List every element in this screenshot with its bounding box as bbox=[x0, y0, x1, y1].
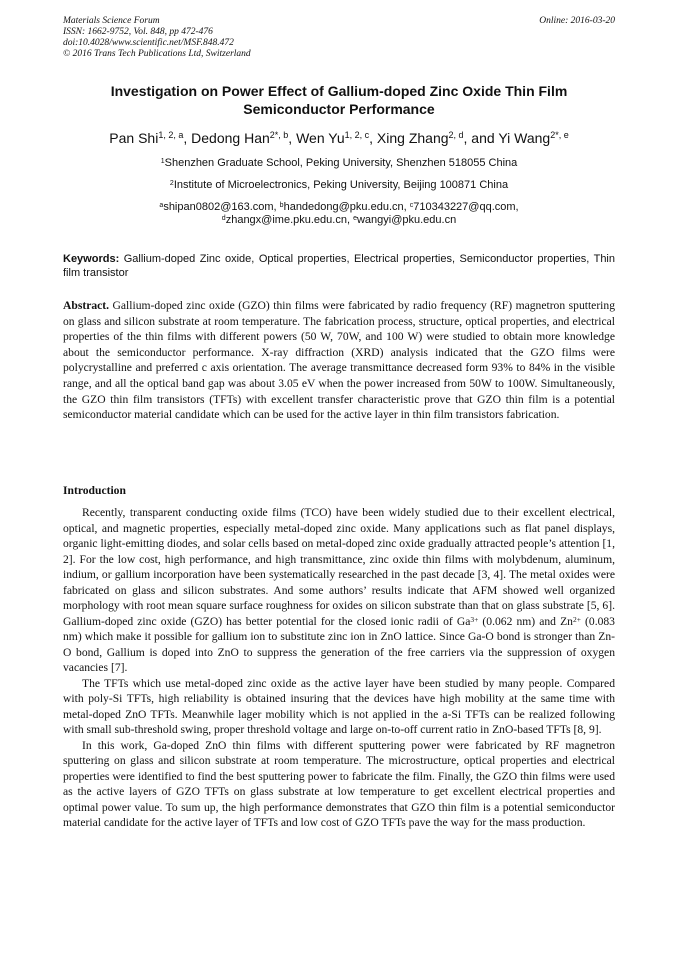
email-address[interactable]: shipan0802@163.com, bbox=[163, 201, 280, 213]
journal-header bbox=[63, 16, 615, 60]
author-name: Yi Wang bbox=[498, 130, 551, 146]
paragraph-text: (0.083 nm) which make it possible for gallium ion to substitute zinc ion in ZnO lattice. Since Ga-O bond is stronger than Zn-O bond, Gallium is doped into ZnO to suppress the generation of the free carriers via the suppression of oxygen vacancies [7]. bbox=[63, 614, 615, 674]
author-separator: , and bbox=[463, 130, 499, 146]
keywords-label: Keywords: bbox=[63, 253, 120, 265]
affiliation-mark: 2 bbox=[169, 180, 174, 187]
journal-copyright: © 2016 Trans Tech Publications Ltd, Switzerland bbox=[63, 49, 251, 59]
section-heading-introduction: Introduction bbox=[63, 484, 126, 497]
email-mark: a bbox=[159, 202, 164, 209]
paragraph-text: Recently, transparent conducting oxide films (TCO) have been widely studied due to their excellent electrical, optical, and magnetic properties, especially metal-doped zinc oxide. Many applications such as flat panel displays, organic light-emitting diodes, and solar cells based on metal-doped zinc oxide gradually attracted people’s attention [1, 2]. For the low cost, high performance, and high transmittance, zinc oxide thin films with molybdenum, aluminum, indium, or gallium incorporation have been systematically researched in the past decade [3, 4]. The metal oxides were fabricated on glass and silicon substrates. And some authors’ results indicate that AFM showed well organized morphology with root mean square surface roughness for oxides on silicon substrate than that on glass substrate [5, 6]. Gallium-doped zinc oxide (GZO) has better potential for the closed ionic radii of Ga bbox=[63, 506, 615, 628]
abstract bbox=[63, 298, 615, 423]
journal-doi: doi:10.4028/www.scientific.net/MSF.848.472 bbox=[63, 38, 234, 48]
author-separator: , bbox=[288, 130, 297, 146]
keywords-text: Gallium-doped Zinc oxide, Optical properties, Electrical properties, Semiconductor properties, Thin film transistor bbox=[63, 253, 615, 279]
ion-charge: 3+ bbox=[470, 614, 479, 624]
email-mark: c bbox=[409, 202, 414, 209]
author-affiliation-mark: 2*, b bbox=[269, 130, 289, 140]
journal-name: Materials Science Forum bbox=[63, 16, 160, 26]
journal-info bbox=[63, 16, 251, 60]
affiliation-text: Institute of Microelectronics, Peking University, Beijing 100871 China bbox=[173, 179, 509, 191]
affiliation-text: Shenzhen Graduate School, Peking University, Shenzhen 518055 China bbox=[164, 157, 518, 169]
keywords bbox=[63, 252, 615, 280]
paper-title: Investigation on Power Effect of Gallium-doped Zinc Oxide Thin Film Semiconductor Performance bbox=[110, 83, 568, 117]
email-line-1 bbox=[63, 201, 615, 214]
abstract-label: Abstract. bbox=[63, 299, 110, 312]
email-mark: b bbox=[279, 202, 284, 209]
author-list bbox=[63, 128, 615, 148]
author-separator: , bbox=[183, 130, 192, 146]
paragraph-text: (0.062 nm) and Zn bbox=[478, 614, 573, 628]
author-name: Pan Shi bbox=[109, 130, 159, 146]
email-line-2 bbox=[63, 214, 615, 227]
online-date: Online: 2016-03-20 bbox=[539, 16, 615, 26]
email-mark: d bbox=[221, 215, 226, 222]
author-affiliation-mark: 2*, e bbox=[550, 130, 569, 140]
paragraph: In this work, Ga-doped ZnO thin films with different sputtering power were fabricated by RF magnetron sputtering on glass and silicon substrate at room temperature. The microstructure, optical properties and electrical properties were identified to find the best sputtering power to fabricate the film. Finally, the GZO thin films were used as the active layers of GZO TFTs on glass substrate at low temperature to get excellent electrical properties and optimal power value. To sum up, the high performance demonstrates that GZO thin film is a potential semiconductor material candidate for the active layer of TFTs and low cost of GZO TFTs pave the way for the mass production. bbox=[63, 738, 615, 829]
affiliation-2 bbox=[63, 179, 615, 192]
author-separator: , bbox=[369, 130, 377, 146]
email-address[interactable]: handedong@pku.edu.cn, bbox=[283, 201, 410, 213]
introduction-body bbox=[63, 505, 615, 831]
author-affiliation-mark: 1, 2, c bbox=[344, 130, 370, 140]
author-name: Xing Zhang bbox=[376, 130, 449, 146]
affiliation-mark: 1 bbox=[160, 158, 165, 165]
email-address[interactable]: wangyi@pku.edu.cn bbox=[356, 214, 457, 226]
email-mark: e bbox=[353, 215, 357, 222]
abstract-text: Gallium-doped zinc oxide (GZO) thin films were fabricated by radio frequency (RF) magnetron sputtering on glass and silicon substrate at room temperature. The fabrication process, structure, optical properties, and electrical properties of the thin films with different powers (50 W, 70W, and 100 W) were studied to obtain more knowledge about the semiconductor performance. X-ray diffraction (XRD) analysis indicated that the GZO films were polycrystalline and preferred c axis orientation. The average transmittance decreased form 93% to 84% in the visible range, and all the optical band gap was about 3.05 eV when the power increased from 50W to 100W. Simultaneously, the GZO thin film transistors (TFTs) with excellent transfer characteristic prove that GZO thin film is a potential semiconductor material candidate which can be used for the active layer in thin film transistors fabrication. bbox=[63, 299, 615, 422]
author-emails bbox=[63, 201, 615, 227]
affiliation-1 bbox=[63, 157, 615, 170]
paragraph: The TFTs which use metal-doped zinc oxide as the active layer have been studied by many people. Compared with poly-Si TFTs, high reliability is obtained insuring that the devices have high mobility at the same time with metal-doped ZnO TFTs. Meanwhile lager mobility which is not applied in the a-Si TFTs can be realized following with small sub-threshold swing, proper threshold voltage and large on-to-off current ratio in ZnO-based TFTs [8, 9]. bbox=[63, 676, 615, 736]
author-affiliation-mark: 1, 2, a bbox=[158, 130, 184, 140]
author-affiliation-mark: 2, d bbox=[448, 130, 464, 140]
paragraph bbox=[63, 505, 615, 676]
author-name: Dedong Han bbox=[191, 130, 270, 146]
email-address[interactable]: zhangx@ime.pku.edu.cn, bbox=[225, 214, 354, 226]
author-name: Wen Yu bbox=[296, 130, 345, 146]
ion-charge: 2+ bbox=[572, 614, 581, 624]
email-address[interactable]: 710343227@qq.com, bbox=[413, 201, 519, 213]
journal-issn: ISSN: 1662-9752, Vol. 848, pp 472-476 bbox=[63, 27, 213, 37]
